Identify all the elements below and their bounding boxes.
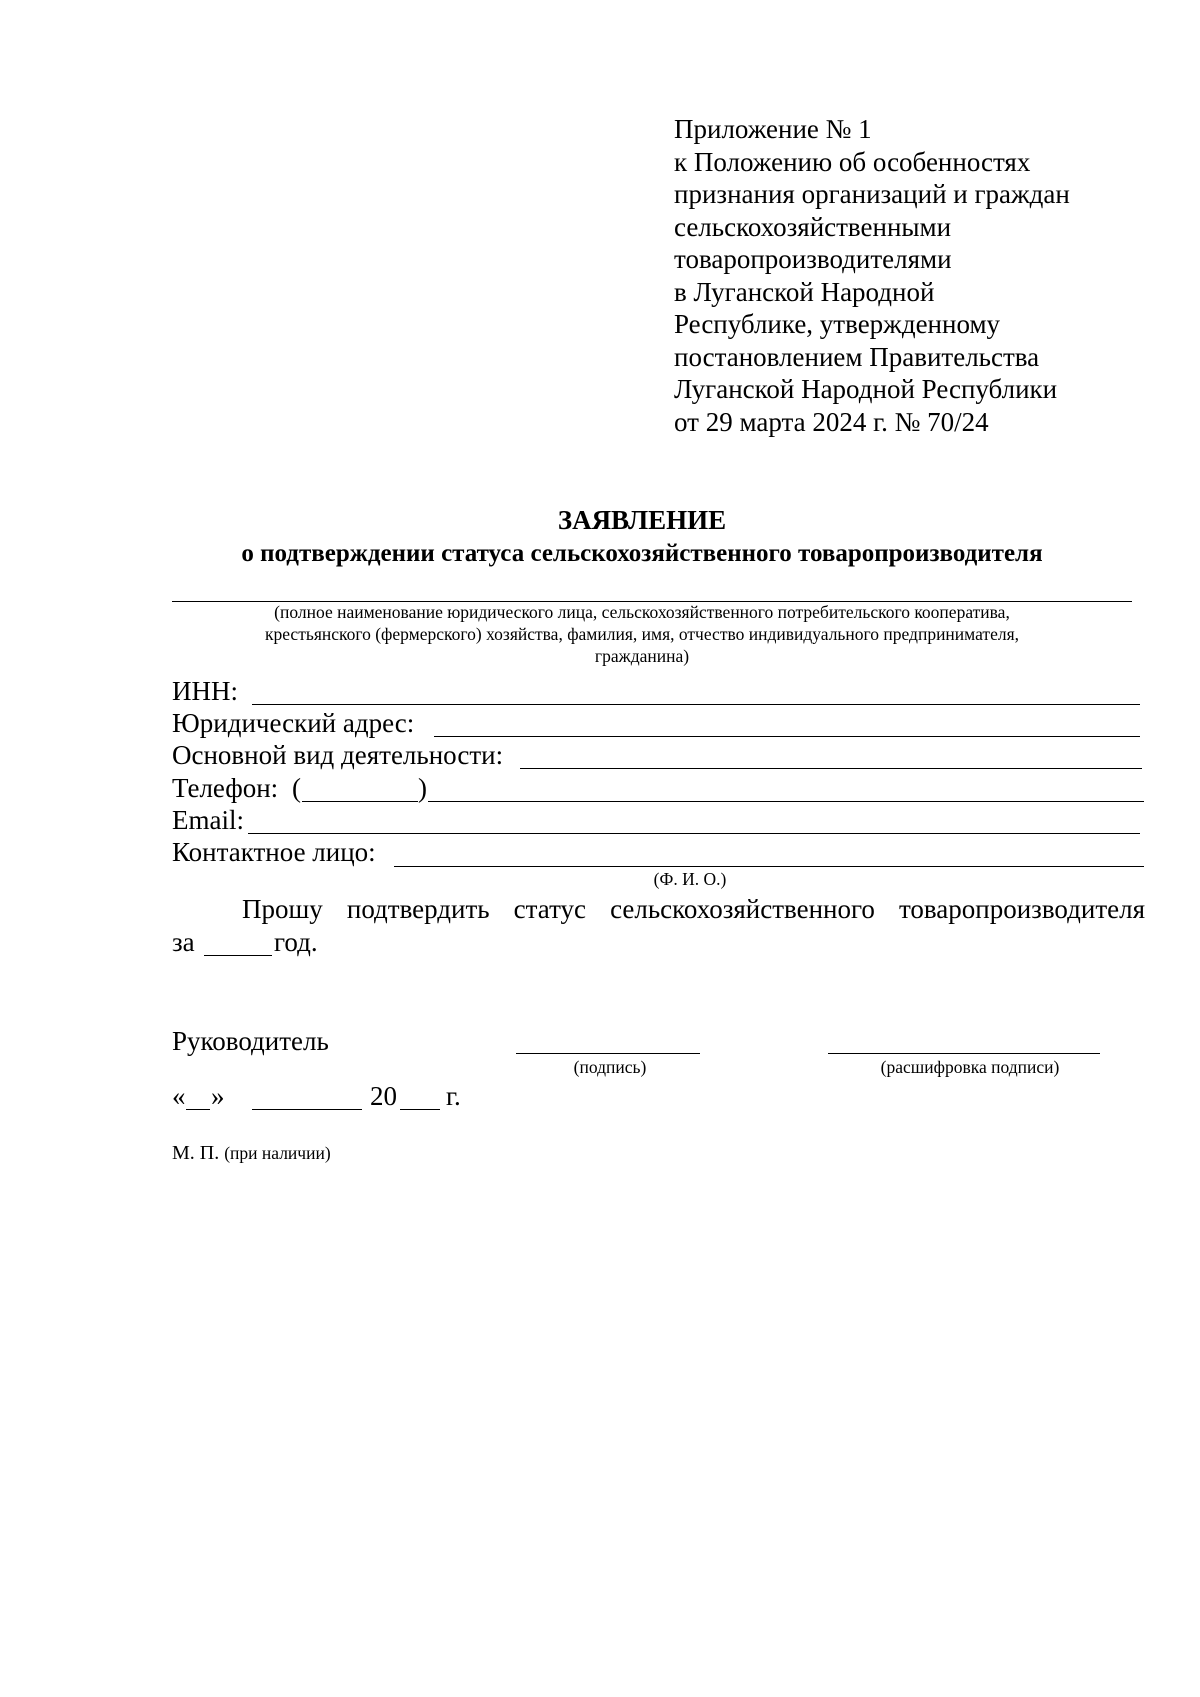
appendix-line: сельскохозяйственными bbox=[674, 211, 952, 242]
signature-transcript-line[interactable] bbox=[828, 1053, 1100, 1054]
request-year-label: год. bbox=[274, 927, 318, 957]
signature-line[interactable] bbox=[516, 1053, 700, 1054]
legal-address-field-line[interactable] bbox=[434, 736, 1140, 737]
date-century: 20 bbox=[370, 1081, 397, 1111]
date-close-quote: » bbox=[211, 1081, 225, 1111]
appendix-line: к Положению об особенностях bbox=[674, 146, 1031, 177]
caption-line: гражданина) bbox=[594, 646, 690, 666]
request-text: Прошу подтвердить статус сельскохозяйственного товаропроизводителя bbox=[242, 894, 1145, 924]
appendix-header bbox=[674, 113, 1114, 438]
main-activity-label: Основной вид деятельности: bbox=[172, 740, 504, 770]
email-label: Email: bbox=[172, 805, 244, 835]
main-activity-field-line[interactable] bbox=[520, 768, 1142, 769]
request-for-label: за bbox=[172, 927, 195, 957]
appendix-line: товаропроизводителями bbox=[674, 244, 952, 274]
stamp-label: М. П. bbox=[172, 1142, 220, 1164]
fio-caption: (Ф. И. О.) bbox=[653, 869, 727, 889]
phone-number-line[interactable] bbox=[428, 801, 1144, 802]
legal-address-label: Юридический адрес: bbox=[172, 708, 415, 738]
date-year-suffix: г. bbox=[446, 1081, 461, 1111]
phone-close-paren: ) bbox=[418, 773, 427, 803]
date-year-line[interactable] bbox=[400, 1109, 440, 1110]
phone-area-code-line[interactable] bbox=[302, 801, 418, 802]
signature-transcript-caption: (расшифровка подписи) bbox=[880, 1057, 1060, 1077]
email-field-line[interactable] bbox=[248, 833, 1140, 834]
stamp-note: (при наличии) bbox=[224, 1143, 331, 1163]
appendix-line: признания организаций и граждан bbox=[674, 179, 1070, 209]
date-month-line[interactable] bbox=[252, 1109, 362, 1110]
appendix-line: Республике, утвержденному bbox=[674, 309, 1001, 339]
document-subtitle: о подтверждении статуса сельскохозяйственного товаропроизводителя bbox=[241, 540, 1043, 567]
appendix-line: постановлением Правительства bbox=[674, 341, 1040, 372]
date-day-line[interactable] bbox=[186, 1109, 210, 1110]
organization-name-caption bbox=[172, 601, 1112, 667]
phone-open-paren: ( bbox=[292, 773, 301, 803]
stamp-place bbox=[172, 1140, 331, 1166]
appendix-line: в Луганской Народной bbox=[674, 276, 935, 307]
signature-caption: (подпись) bbox=[573, 1057, 647, 1077]
inn-label: ИНН: bbox=[172, 676, 238, 706]
appendix-line: Приложение № 1 bbox=[674, 114, 872, 144]
contact-person-label: Контактное лицо: bbox=[172, 837, 376, 867]
inn-field-line[interactable] bbox=[252, 704, 1140, 705]
document-title: ЗАЯВЛЕНИЕ bbox=[557, 505, 727, 535]
head-label: Руководитель bbox=[172, 1026, 329, 1056]
request-year-line[interactable] bbox=[204, 955, 272, 956]
caption-line: крестьянского (фермерского) хозяйства, фамилия, имя, отчество индивидуального предпринимателя, bbox=[264, 624, 1020, 644]
contact-person-field-line[interactable] bbox=[394, 866, 1144, 867]
phone-label: Телефон: bbox=[172, 773, 279, 803]
caption-line: (полное наименование юридического лица, сельскохозяйственного потребительского кооператива, bbox=[274, 602, 1010, 622]
appendix-line: от 29 марта 2024 г. № 70/24 bbox=[674, 406, 989, 437]
date-open-quote: « bbox=[172, 1081, 186, 1111]
appendix-line: Луганской Народной Республики bbox=[674, 374, 1058, 404]
